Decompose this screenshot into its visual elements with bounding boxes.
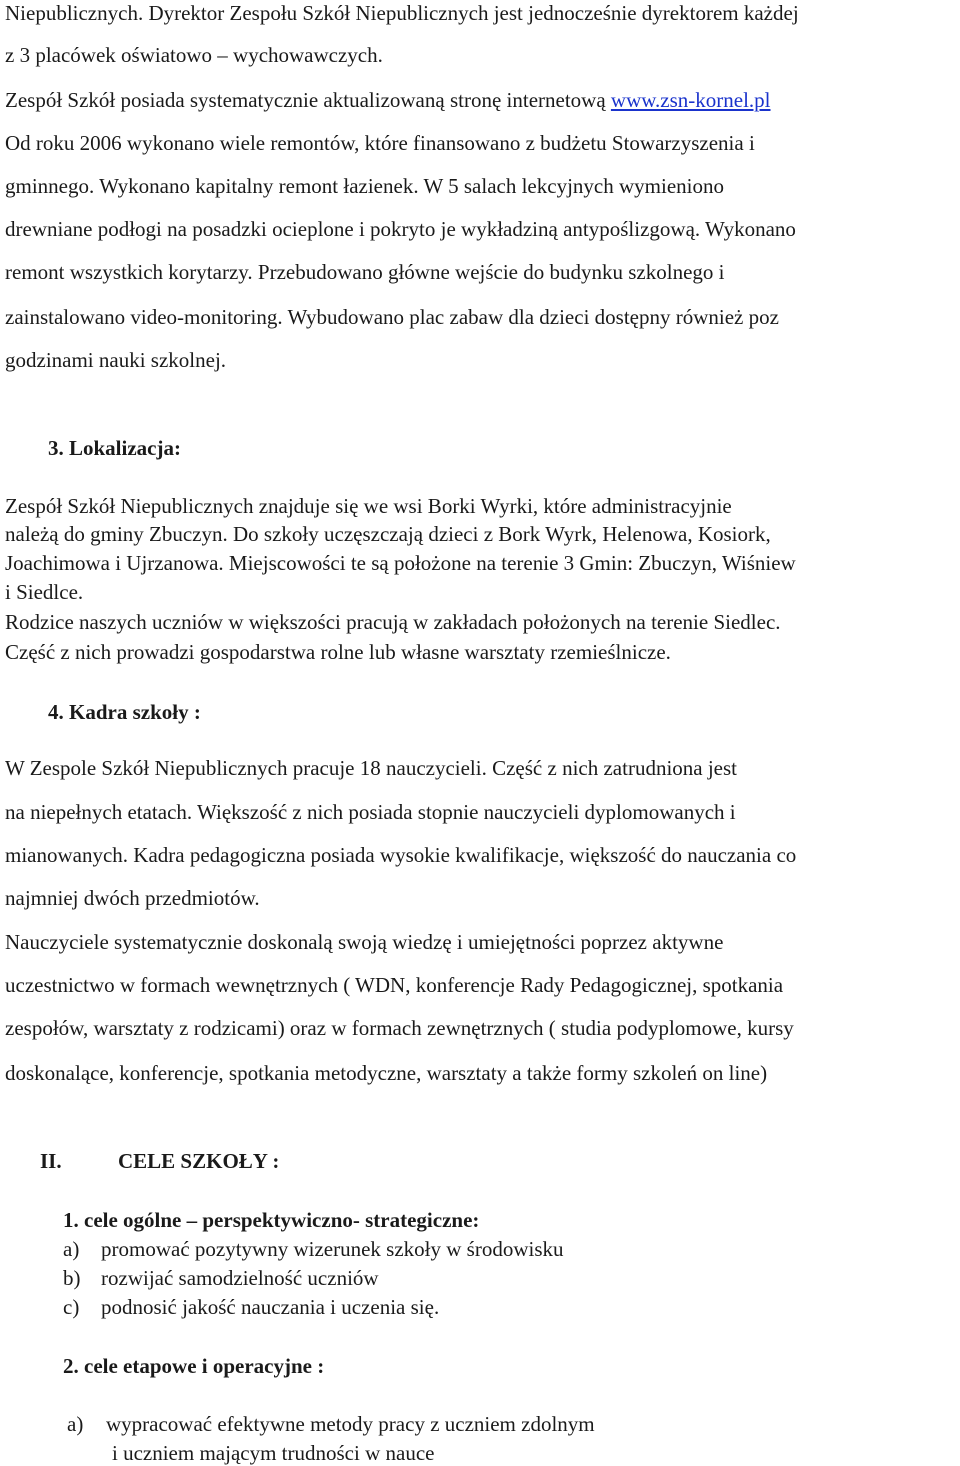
s3-line-6: Część z nich prowadzi gospodarstwa rolne lub własne warsztaty rzemieślnicze. bbox=[5, 640, 671, 664]
s4-line-7: zespołów, warsztaty z rodzicami) oraz w formach zewnętrznych ( studia podyplomowe, kursy bbox=[5, 1016, 794, 1040]
intro-line-1: Niepublicznych. Dyrektor Zespołu Szkół Niepublicznych jest jednocześnie dyrektorem każdej bbox=[5, 1, 799, 25]
s3-line-1: Zespół Szkół Niepublicznych znajduje się we wsi Borki Wyrki, które administracyjnie bbox=[5, 494, 732, 518]
op-goal-text-a: wypracować efektywne metody pracy z uczniem zdolnym bbox=[106, 1412, 595, 1436]
intro-line-3-text: Zespół Szkół posiada systematycznie aktualizowaną stronę internetową bbox=[5, 88, 611, 112]
goal-letter-b: b) bbox=[63, 1266, 81, 1290]
goal-text-b: rozwijać samodzielność uczniów bbox=[101, 1266, 379, 1290]
goal-text-c: podnosić jakość nauczania i uczenia się. bbox=[101, 1295, 440, 1319]
section-ii-heading: CELE SZKOŁY : bbox=[118, 1149, 280, 1173]
op-goal-text-a-cont: i uczniem mającym trudności w nauce bbox=[112, 1441, 435, 1465]
s3-line-5: Rodzice naszych uczniów w większości pracują w zakładach położonych na terenie Siedlec. bbox=[5, 610, 781, 634]
op-goal-letter-a: a) bbox=[67, 1412, 84, 1436]
s3-line-2: należą do gminy Zbuczyn. Do szkoły uczęszczają dzieci z Bork Wyrk, Helenowa, Kosiork, bbox=[5, 522, 771, 546]
intro-line-8: zainstalowano video-monitoring. Wybudowano plac zabaw dla dzieci dostępny również poz bbox=[5, 305, 779, 329]
intro-line-2: z 3 placówek oświatowo – wychowawczych. bbox=[5, 43, 383, 67]
s4-line-3: mianowanych. Kadra pedagogiczna posiada wysokie kwalifikacje, większość do nauczania co bbox=[5, 843, 797, 867]
s4-line-1: W Zespole Szkół Niepublicznych pracuje 18 nauczycieli. Część z nich zatrudniona jest bbox=[5, 756, 738, 780]
section-ii-numeral: II. bbox=[40, 1149, 62, 1173]
intro-line-9: godzinami nauki szkolnej. bbox=[5, 348, 227, 372]
goal-letter-a: a) bbox=[63, 1237, 80, 1261]
intro-line-5: gminnego. Wykonano kapitalny remont łazienek. W 5 salach lekcyjnych wymieniono bbox=[5, 174, 724, 198]
s3-line-4: i Siedlce. bbox=[5, 580, 84, 604]
section-4-heading: 4. Kadra szkoły : bbox=[48, 700, 201, 724]
website-link[interactable]: www.zsn-kornel.pl bbox=[610, 88, 771, 112]
section-3-heading: 3. Lokalizacja: bbox=[48, 436, 181, 460]
goals-general-heading: 1. cele ogólne – perspektywiczno- strategiczne: bbox=[63, 1208, 480, 1232]
intro-line-3 bbox=[5, 87, 960, 113]
s4-line-5: Nauczyciele systematycznie doskonalą swoją wiedzę i umiejętności poprzez aktywne bbox=[5, 930, 724, 954]
intro-line-4: Od roku 2006 wykonano wiele remontów, które finansowano z budżetu Stowarzyszenia i bbox=[5, 131, 755, 155]
s4-line-2: na niepełnych etatach. Większość z nich posiada stopnie nauczycieli dyplomowanych i bbox=[5, 800, 736, 824]
s3-line-3: Joachimowa i Ujrzanowa. Miejscowości te są położone na terenie 3 Gmin: Zbuczyn, Wiśniew bbox=[5, 551, 796, 575]
s4-line-8: doskonalące, konferencje, spotkania metodyczne, warsztaty a także formy szkoleń on line) bbox=[5, 1061, 768, 1085]
s4-line-4: najmniej dwóch przedmiotów. bbox=[5, 886, 260, 910]
intro-line-7: remont wszystkich korytarzy. Przebudowano główne wejście do budynku szkolnego i bbox=[5, 260, 725, 284]
goal-letter-c: c) bbox=[63, 1295, 80, 1319]
goals-operational-heading: 2. cele etapowe i operacyjne : bbox=[63, 1354, 325, 1378]
goal-text-a: promować pozytywny wizerunek szkoły w środowisku bbox=[101, 1237, 564, 1261]
intro-line-6: drewniane podłogi na posadzki ocieplone i pokryto je wykładziną antypoślizgową. Wykonano bbox=[5, 217, 796, 241]
s4-line-6: uczestnictwo w formach wewnętrznych ( WDN, konferencje Rady Pedagogicznej, spotkania bbox=[5, 973, 784, 997]
